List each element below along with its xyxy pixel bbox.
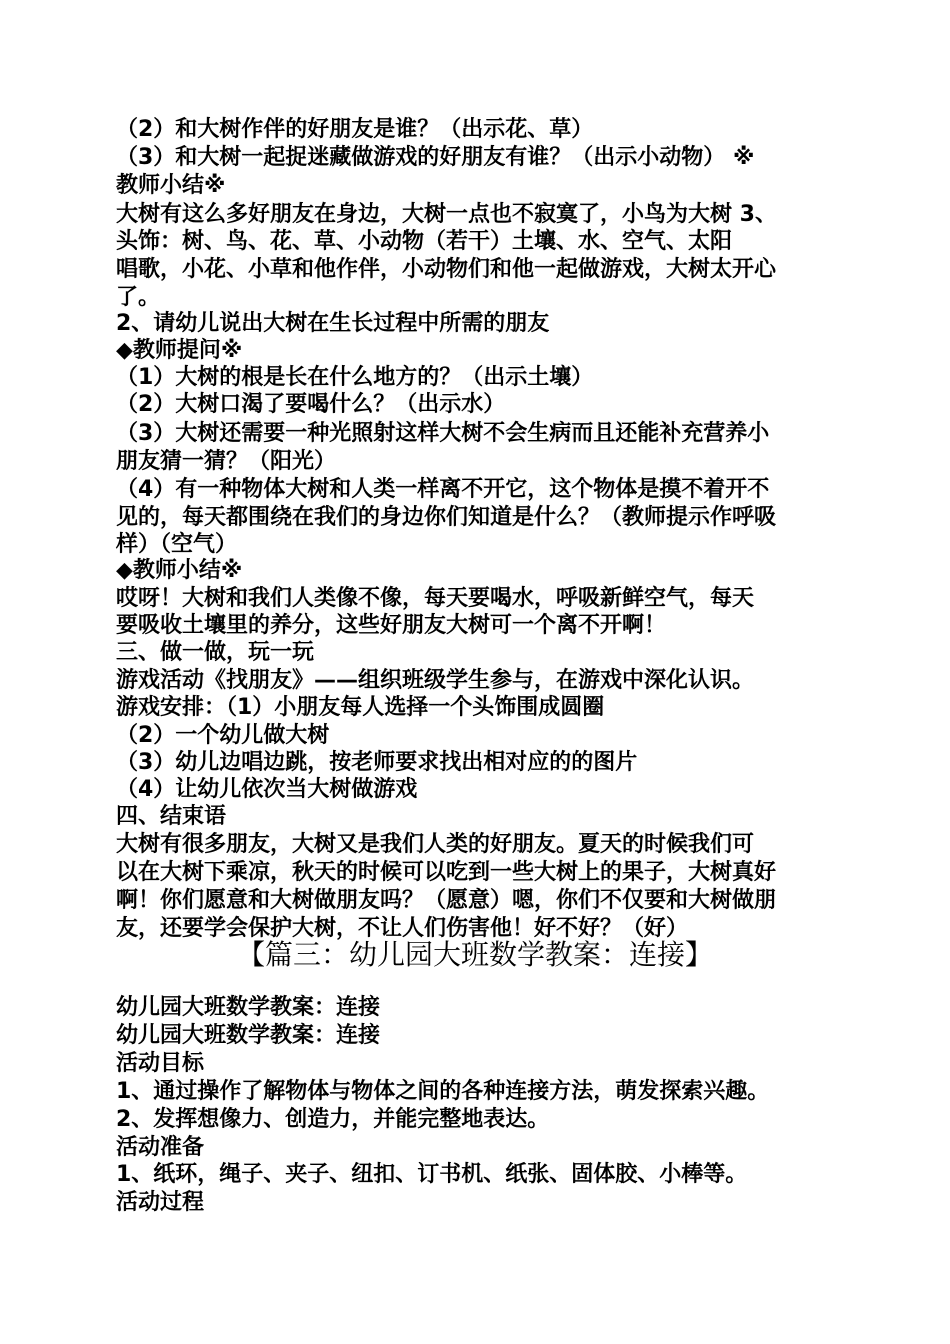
text-line-28: 以在大树下乘凉，秋天的时候可以吃到一些大树上的果子，大树真好 bbox=[116, 860, 777, 885]
text-line-30: 友，还要学会保护大树，不让人们伤害他！好不好？（好） bbox=[116, 916, 689, 941]
text-line-6: 唱歌，小花、小草和他作伴，小动物们和他一起做游戏，大树太开心 bbox=[116, 257, 777, 282]
text-line-21: 游戏活动《找朋友》——组织班级学生参与，在游戏中深化认识。 bbox=[116, 668, 755, 693]
text-line-1: （2）和大树作伴的好朋友是谁？（出示花、草） bbox=[116, 117, 594, 142]
section-three-heading: 【篇三：幼儿园大班数学教案：连接】 bbox=[236, 938, 713, 971]
text-line-13: 朋友猜一猜？（阳光） bbox=[116, 449, 337, 474]
text-line-5: 头饰：树、鸟、花、草、小动物（若干）土壤、水、空气、太阳 bbox=[116, 229, 733, 254]
text-line-17: ◆教师小结※ bbox=[116, 558, 243, 583]
text-line-29: 啊！你们愿意和大树做朋友吗？（愿意）嗯，你们不仅要和大树做朋 bbox=[116, 888, 777, 913]
text-line-section-three-8: 活动过程 bbox=[116, 1190, 205, 1215]
text-line-section-three-6: 活动准备 bbox=[116, 1135, 205, 1160]
text-line-10: （1）大树的根是长在什么地方的？（出示土壤） bbox=[116, 365, 594, 390]
text-line-11: （2）大树口渴了要喝什么？（出示水） bbox=[116, 392, 506, 417]
text-line-23: （2）一个幼儿做大树 bbox=[116, 723, 330, 748]
text-line-section-three-4: 1、通过操作了解物体与物体之间的各种连接方法，萌发探索兴趣。 bbox=[116, 1079, 770, 1104]
text-line-section-three-5: 2、发挥想像力、创造力，并能完整地表达。 bbox=[116, 1107, 550, 1132]
text-line-3: 教师小结※ bbox=[116, 173, 226, 198]
text-line-26: 四、结束语 bbox=[116, 804, 227, 829]
text-line-16: 样）（空气） bbox=[116, 532, 238, 557]
text-line-24: （3）幼儿边唱边跳，按老师要求找出相对应的的图片 bbox=[116, 750, 638, 775]
text-line-4: 大树有这么多好朋友在身边，大树一点也不寂寞了，小鸟为大树 3、 bbox=[116, 202, 777, 227]
text-line-27: 大树有很多朋友，大树又是我们人类的好朋友。夏天的时候我们可 bbox=[116, 832, 755, 857]
text-line-section-three-3: 活动目标 bbox=[116, 1051, 205, 1076]
text-line-15: 见的，每天都围绕在我们的身边你们知道是什么？（教师提示作呼吸 bbox=[116, 505, 777, 530]
text-line-section-three-2: 幼儿园大班数学教案：连接 bbox=[116, 1023, 381, 1048]
text-line-12: （3）大树还需要一种光照射这样大树不会生病而且还能补充营养小 bbox=[116, 421, 770, 446]
text-line-section-three-7: 1、纸环，绳子、夹子、纽扣、订书机、纸张、固体胶、小棒等。 bbox=[116, 1162, 748, 1187]
text-line-2: （3）和大树一起捉迷藏做游戏的好朋友有谁？（出示小动物） ※ bbox=[116, 145, 755, 170]
text-line-20: 三、做一做，玩一玩 bbox=[116, 640, 315, 665]
text-line-18: 哎呀！大树和我们人类像不像，每天要喝水，呼吸新鲜空气，每天 bbox=[116, 586, 755, 611]
text-line-25: （4）让幼儿依次当大树做游戏 bbox=[116, 777, 418, 802]
text-line-9: ◆教师提问※ bbox=[116, 338, 243, 363]
text-line-7: 了。 bbox=[116, 285, 161, 310]
text-line-14: （4）有一种物体大树和人类一样离不开它，这个物体是摸不着开不 bbox=[116, 477, 770, 502]
text-line-22: 游戏安排：（1）小朋友每人选择一个头饰围成圆圈 bbox=[116, 695, 605, 720]
text-line-section-three-1: 幼儿园大班数学教案：连接 bbox=[116, 995, 381, 1020]
text-line-19: 要吸收土壤里的养分，这些好朋友大树可一个离不开啊！ bbox=[116, 613, 667, 638]
text-line-8: 2、请幼儿说出大树在生长过程中所需的朋友 bbox=[116, 311, 550, 336]
